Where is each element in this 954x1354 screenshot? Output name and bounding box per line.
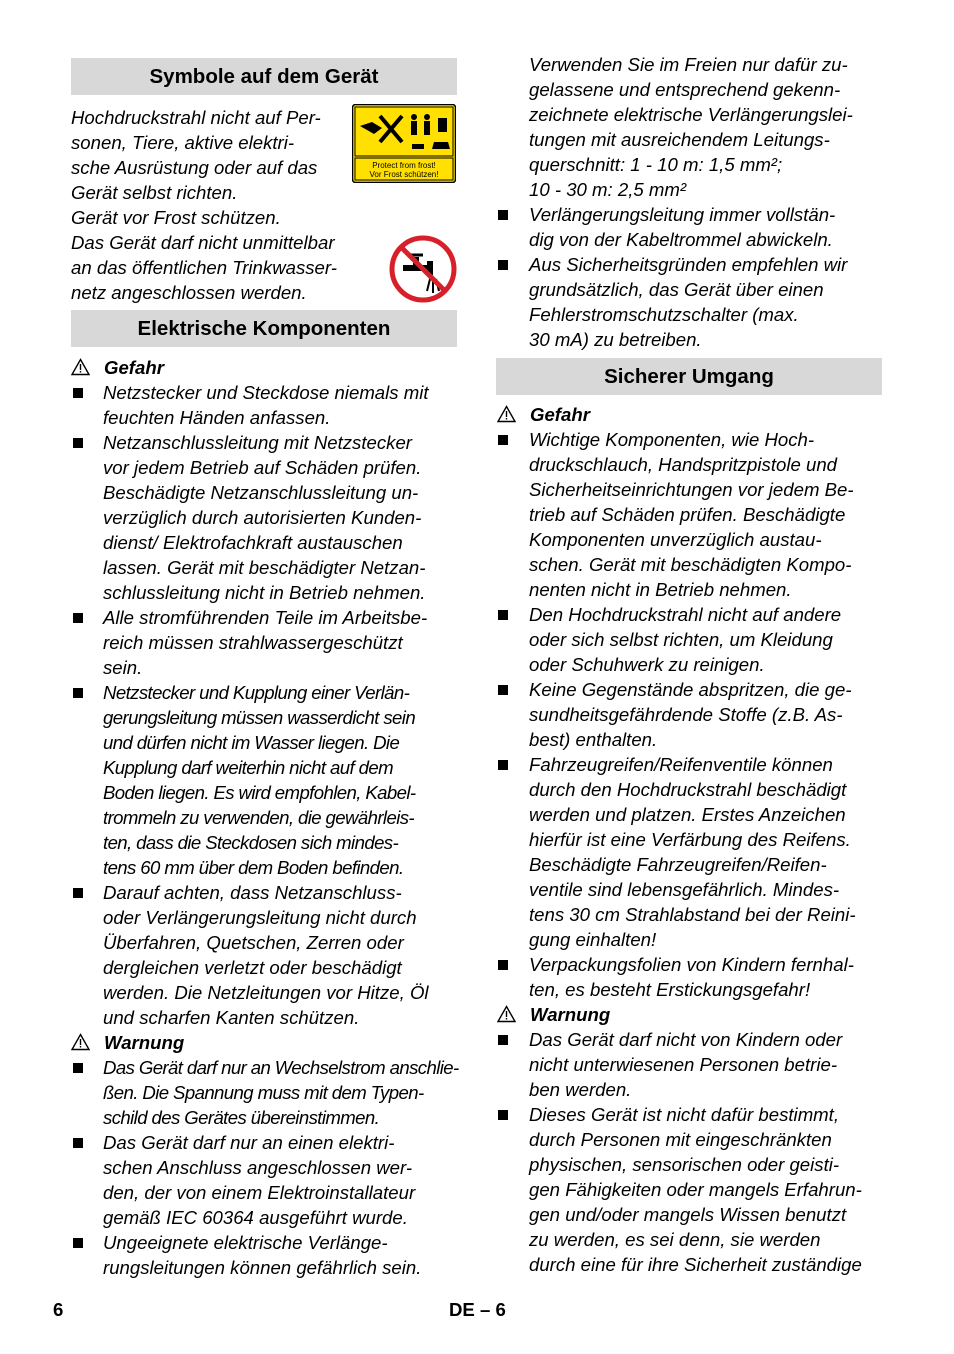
list-item-line: Fehlerstromschutzschalter (max. (529, 304, 799, 325)
list-item-line: schen Anschluss angeschlossen wer- (103, 1157, 413, 1178)
list-item-line: dig von der Kabeltrommel abwickeln. (529, 229, 833, 250)
list-item-line: Fahrzeugreifen/Reifenventile können (529, 754, 833, 775)
list-item-line: oder Verlängerungsleitung nicht durch (103, 907, 417, 928)
heading-electric-components: Elektrische Komponenten (71, 310, 457, 347)
list-item-line: Ungeeignete elektrische Verlänge- (103, 1232, 388, 1253)
bullet-marker (73, 438, 83, 448)
list-item-line: gerungsleitung müssen wasserdicht sein (103, 707, 416, 728)
list-item-line: ventile sind lebensgefährlich. Mindes- (529, 879, 840, 900)
list-item-line: verzüglich durch autorisierten Kunden- (103, 507, 422, 528)
intro-line: 10 - 30 m: 2,5 mm² (529, 179, 687, 200)
list-item-line: Sicherheitseinrichtungen vor jedem Be- (529, 479, 854, 500)
list-item-line: Boden liegen. Es wird empfohlen, Kabel- (103, 782, 416, 803)
bullet-marker (498, 760, 508, 770)
list-item-line: Darauf achten, dass Netzanschluss- (103, 882, 402, 903)
warning-triangle-icon (71, 1033, 90, 1051)
bullet-marker (498, 960, 508, 970)
list-item-line: hierfür ist eine Verfärbung des Reifens. (529, 829, 851, 850)
list-item-line: Alle stromführenden Teile im Arbeitsbe- (103, 607, 428, 628)
list-item-line: sundheitsgefährdende Stoffe (z.B. As- (529, 704, 843, 725)
list-item-line: tens 60 mm über dem Boden befinden. (103, 857, 404, 878)
list-item-line: nicht unterwiesenen Personen betrie- (529, 1054, 838, 1075)
bullet-marker (73, 1063, 83, 1073)
list-item-line: 30 mA) zu betreiben. (529, 329, 702, 350)
bullet-marker (498, 1035, 508, 1045)
symbols-text: Gerät vor Frost schützen. (71, 207, 281, 228)
bullet-marker (73, 1238, 83, 1248)
list-item-line: Wichtige Komponenten, wie Hoch- (529, 429, 815, 450)
list-item-line: oder Schuhwerk zu reinigen. (529, 654, 765, 675)
warning-triangle-icon (497, 1005, 516, 1023)
list-item-line: ßen. Die Spannung muss mit dem Typen- (103, 1082, 424, 1103)
list-item-line: ten, es besteht Erstickungsgefahr! (529, 979, 811, 1000)
heading-safe-handling: Sicherer Umgang (496, 358, 882, 395)
list-item-line: durch eine für ihre Sicherheit zuständige (529, 1254, 862, 1275)
list-item-line: physischen, sensorischen oder geisti- (529, 1154, 840, 1175)
list-item-line: sein. (103, 657, 143, 678)
list-item-line: schen. Gerät mit beschädigten Kompo- (529, 554, 852, 575)
list-item-line: gen und/oder mangels Wissen benutzt (529, 1204, 847, 1225)
intro-line: querschnitt: 1 - 10 m: 1,5 mm²; (529, 154, 783, 175)
list-item-line: Netzanschlussleitung mit Netzstecker (103, 432, 412, 453)
list-item-line: best) enthalten. (529, 729, 658, 750)
symbols-text: netz angeschlossen werden. (71, 282, 307, 303)
gefahr-label: Gefahr (530, 404, 590, 425)
list-item-line: Überfahren, Quetschen, Zerren oder (103, 932, 404, 953)
list-item-line: Verlängerungsleitung immer vollstän- (529, 204, 836, 225)
list-item-line: dienst/ Elektrofachkraft austauschen (103, 532, 403, 553)
bullet-marker (73, 613, 83, 623)
list-item-line: Das Gerät darf nicht von Kindern oder (529, 1029, 843, 1050)
list-item-line: tens 30 cm Strahlabstand bei der Reini- (529, 904, 856, 925)
list-item-line: vor jedem Betrieb auf Schäden prüfen. (103, 457, 422, 478)
list-item-line: durch Personen mit eingeschränkten (529, 1129, 832, 1150)
list-item-line: durch den Hochdruckstrahl beschädigt (529, 779, 847, 800)
list-item-line: druckschlauch, Handspritzpistole und (529, 454, 837, 475)
list-item-line: Beschädigte Netzanschlussleitung un- (103, 482, 419, 503)
list-item-line: dergleichen verletzt oder beschädigt (103, 957, 402, 978)
list-item-line: ben werden. (529, 1079, 632, 1100)
list-item-line: reich müssen strahlwassergeschützt (103, 632, 403, 653)
warning-triangle-icon (497, 405, 516, 423)
bullet-marker (73, 688, 83, 698)
list-item-line: und scharfen Kanten schützen. (103, 1007, 360, 1028)
page-number: 6 (53, 1299, 64, 1320)
list-item-line: trieb auf Schäden prüfen. Beschädigte (529, 504, 846, 525)
list-item-line: Keine Gegenstände abspritzen, die ge- (529, 679, 852, 700)
symbols-text: Gerät selbst richten. (71, 182, 238, 203)
list-item-line: gung einhalten! (529, 929, 657, 950)
list-item-line: Netzstecker und Kupplung einer Verlän- (103, 682, 410, 703)
list-item-line: Das Gerät darf nur an einen elektri- (103, 1132, 395, 1153)
list-item-line: ten, dass die Steckdosen sich mindes- (103, 832, 399, 853)
symbols-text: sche Ausrüstung oder auf das (71, 157, 318, 178)
list-item-line: Den Hochdruckstrahl nicht auf andere (529, 604, 842, 625)
list-item-line: und dürfen nicht im Wasser liegen. Die (103, 732, 400, 753)
warnung-label: Warnung (530, 1004, 611, 1025)
list-item-line: Komponenten unverzüglich austau- (529, 529, 822, 550)
list-item-line: rungsleitungen können gefährlich sein. (103, 1257, 422, 1278)
symbols-text: Das Gerät darf nicht unmittelbar (71, 232, 335, 253)
list-item-line: Beschädigte Fahrzeugreifen/Reifen- (529, 854, 827, 875)
bullet-marker (498, 260, 508, 270)
warnung-label: Warnung (104, 1032, 185, 1053)
page-label: DE – 6 (449, 1299, 506, 1320)
frost-label-2: Vor Frost schützen! (369, 170, 439, 179)
warning-sticker (352, 104, 456, 183)
bullet-marker (73, 888, 83, 898)
bullet-marker (498, 685, 508, 695)
list-item-line: Aus Sicherheitsgründen empfehlen wir (529, 254, 848, 275)
list-item-line: Dieses Gerät ist nicht dafür bestimmt, (529, 1104, 840, 1125)
heading-symbols: Symbole auf dem Gerät (71, 58, 457, 95)
intro-line: zeichnete elektrische Verlängerungslei- (529, 104, 853, 125)
bullet-marker (498, 1110, 508, 1120)
bullet-marker (73, 1138, 83, 1148)
intro-line: gelassene und entsprechend gekenn- (529, 79, 841, 100)
list-item-line: den, der von einem Elektroinstallateur (103, 1182, 416, 1203)
symbols-text: an das öffentlichen Trinkwasser- (71, 257, 337, 278)
bullet-marker (498, 435, 508, 445)
list-item-line: werden. Die Netzleitungen vor Hitze, Öl (103, 982, 429, 1003)
list-item-line: zu werden, es sei denn, sie werden (529, 1229, 821, 1250)
list-item-line: nenten nicht in Betrieb nehmen. (529, 579, 792, 600)
list-item-line: oder sich selbst richten, um Kleidung (529, 629, 833, 650)
list-item-line: lassen. Gerät mit beschädigter Netzan- (103, 557, 426, 578)
list-item-line: grundsätzlich, das Gerät über einen (529, 279, 824, 300)
list-item-line: Das Gerät darf nur an Wechselstrom anschlie- (103, 1057, 459, 1078)
list-item-line: gemäß IEC 60364 ausgeführt wurde. (103, 1207, 408, 1228)
bullet-marker (73, 388, 83, 398)
list-item-line: Verpackungsfolien von Kindern fernhal- (529, 954, 854, 975)
gefahr-label: Gefahr (104, 357, 164, 378)
list-item-line: schlussleitung nicht in Betrieb nehmen. (103, 582, 426, 603)
bullet-marker (498, 210, 508, 220)
symbols-text: Hochdruckstrahl nicht auf Per- (71, 107, 321, 128)
intro-line: tungen mit ausreichendem Leitungs- (529, 129, 830, 150)
list-item-line: werden und platzen. Erstes Anzeichen (529, 804, 846, 825)
list-item-line: Kupplung darf weiterhin nicht auf dem (103, 757, 393, 778)
symbols-text: sonen, Tiere, aktive elektri- (71, 132, 295, 153)
list-item-line: schild des Gerätes übereinstimmen. (103, 1107, 380, 1128)
warning-triangle-icon (71, 358, 90, 376)
no-drinking-water-icon (389, 235, 457, 303)
bullet-marker (498, 610, 508, 620)
list-item-line: trommeln zu verwenden, die gewährleis- (103, 807, 415, 828)
frost-label-1: Protect from frost! (372, 161, 436, 170)
intro-line: Verwenden Sie im Freien nur dafür zu- (529, 54, 848, 75)
list-item-line: Netzstecker und Steckdose niemals mit (103, 382, 429, 403)
list-item-line: gen Fähigkeiten oder mangels Erfahrun- (529, 1179, 862, 1200)
list-item-line: feuchten Händen anfassen. (103, 407, 331, 428)
